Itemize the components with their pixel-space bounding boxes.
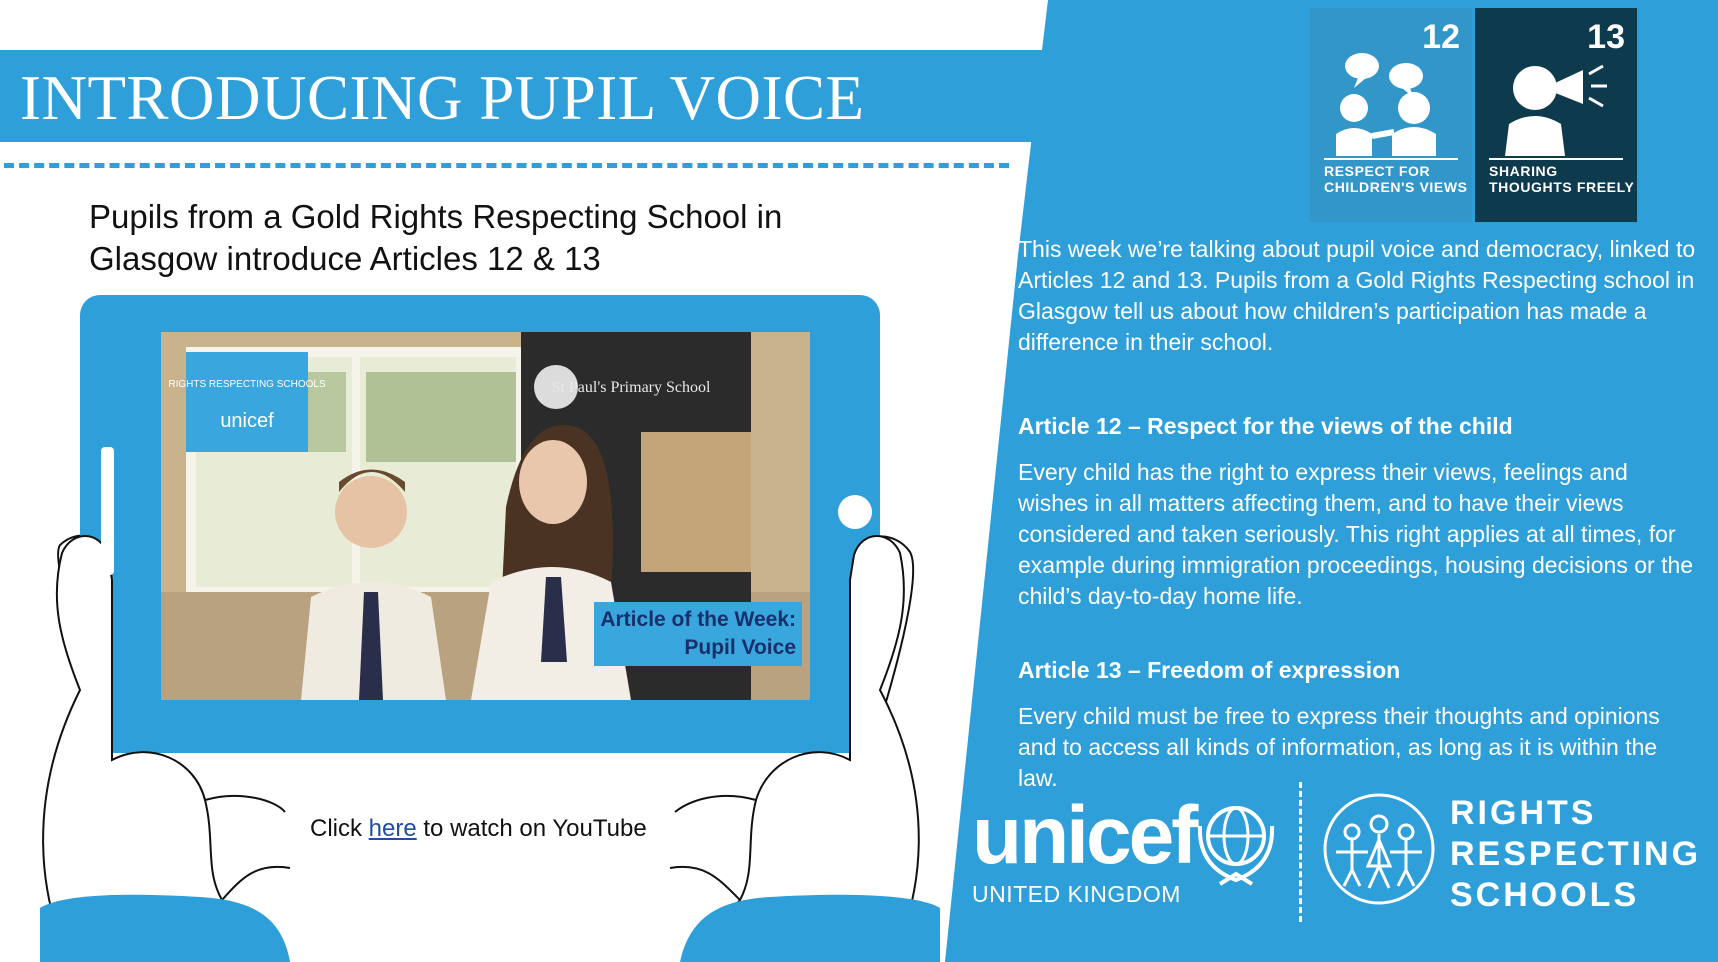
banner-school-text: St Paul's Primary School: [551, 379, 711, 396]
video-caption-line1: Article of the Week:: [600, 608, 796, 631]
youtube-link[interactable]: here: [368, 815, 417, 842]
article-12-heading: Article 12 – Respect for the views of the child: [1018, 413, 1513, 439]
video-caption-line2: Pupil Voice: [684, 636, 796, 659]
tablet-side-button: [101, 447, 114, 575]
sdg-13-number: 13: [1587, 18, 1625, 56]
badge-unicef-text: unicef: [220, 410, 274, 432]
tablet-home-button: [838, 495, 872, 529]
rights-respecting-schools-emblem-icon: [1320, 790, 1438, 908]
sdg-12-label: RESPECT FOR CHILDREN'S VIEWS: [1324, 163, 1468, 195]
video-thumbnail[interactable]: [161, 332, 810, 700]
unicef-logo: [972, 790, 1196, 908]
video-caption: [594, 602, 802, 666]
article-13-heading: Article 13 – Freedom of expression: [1018, 657, 1401, 683]
youtube-link-line: [310, 815, 647, 843]
article-13-body: Every child must be free to express their thoughts and opinions and to access all kinds of information, as long as it is within the law.: [1018, 703, 1660, 791]
sdg-13-rule: [1489, 158, 1623, 160]
sdg-tile-12: [1310, 8, 1472, 222]
sdg-12-rule: [1324, 158, 1458, 160]
badge-rrs-text: RIGHTS RESPECTING SCHOOLS: [168, 379, 326, 390]
video-subtitle: Pupils from a Gold Rights Respecting School in Glasgow introduce Articles 12 & 13: [89, 198, 783, 277]
people-talking-icon: [1310, 38, 1472, 158]
sdg-tile-13: [1475, 8, 1637, 222]
rrs-line3: SCHOOLS: [1450, 876, 1640, 914]
unicef-subline: UNITED KINGDOM: [972, 881, 1181, 907]
megaphone-icon: [1475, 38, 1637, 158]
link-prefix: Click: [310, 815, 369, 842]
sdg-12-number: 12: [1422, 18, 1460, 56]
article-12-body: Every child has the right to express their views, feelings and wishes in all matters affecting them, and to have their views considered and taken seriously. This right applies at all times, for example during immigration proceedings, housing decisions or the child’s day-to-day home life.: [1018, 459, 1694, 609]
rrs-wordmark: [1450, 793, 1701, 916]
link-suffix: to watch on YouTube: [416, 815, 647, 842]
sdg-13-label: SHARING THOUGHTS FREELY: [1489, 163, 1635, 195]
unicef-globe-icon: [1190, 796, 1282, 888]
rrs-line1: RIGHTS: [1450, 794, 1597, 832]
intro-paragraph: This week we’re talking about pupil voice and democracy, linked to Articles 12 and 13. Pupils from a Gold Rights Respecting school in Glasgow tell us about how children’s participation has made a difference in their school.: [1018, 236, 1696, 355]
rrs-line2: RESPECTING: [1450, 835, 1702, 873]
unicef-wordmark: unicef: [972, 790, 1196, 881]
slide-title: INTRODUCING PUPIL VOICE: [20, 63, 865, 133]
logo-divider: [1299, 782, 1302, 922]
